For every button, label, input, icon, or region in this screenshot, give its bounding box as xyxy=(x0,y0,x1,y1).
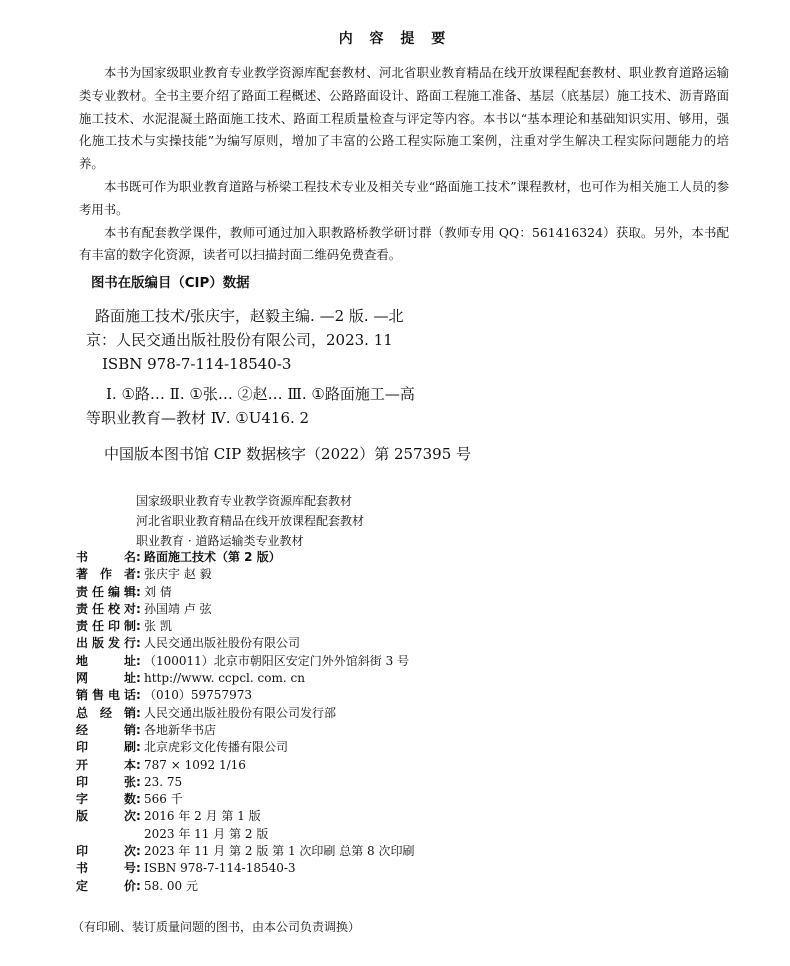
series-item: 国家级职业教育专业教学资源库配套教材 xyxy=(136,494,353,508)
colophon-label: 开 本 xyxy=(76,757,136,772)
abstract-paragraph: 本书既可作为职业教育道路与桥梁工程技术专业及相关专业“路面施工技术”课程教材，也可作为相关施工人员的参考用书。 xyxy=(79,178,729,217)
colophon-label: 版 次 xyxy=(76,809,136,824)
colophon-value: 2023 年 11 月 第 2 版 第 1 次印刷 总第 8 次印刷 xyxy=(144,844,415,859)
colophon-value: 路面施工技术（第 2 版） xyxy=(144,550,281,564)
series-item: 河北省职业教育精品在线开放课程配套教材 xyxy=(136,514,365,528)
cip-line: ISBN 978-7-114-18540-3 xyxy=(102,355,292,373)
colophon-row: 印 次 : 2023 年 11 月 第 2 版 第 1 次印刷 总第 8 次印刷 xyxy=(76,843,716,860)
colophon-row: 总 经 销 : 人民交通出版社股份有限公司发行部 xyxy=(76,705,716,722)
series-item: 职业教育 · 道路运输类专业教材 xyxy=(136,534,304,548)
colophon-value: 北京虎彩文化传播有限公司 xyxy=(144,740,289,755)
colophon-value: 人民交通出版社股份有限公司 xyxy=(144,636,301,651)
colophon-row: 字 数 : 566 千 xyxy=(76,791,716,808)
cip-line: 路面施工技术/张庆宇，赵毅主编. —2 版. —北 xyxy=(95,307,404,325)
page-title: 内 容 提 要 xyxy=(338,31,452,47)
colophon-label: 定 价 xyxy=(76,878,136,893)
colophon-label: 印 张 xyxy=(76,774,136,789)
cip-line: 京：人民交通出版社股份有限公司，2023. 11 xyxy=(86,331,393,349)
colophon-value: （010）59757973 xyxy=(144,688,252,703)
colophon-row: 经 销 : 各地新华书店 xyxy=(76,722,716,739)
colophon-value: ISBN 978-7-114-18540-3 xyxy=(144,861,296,876)
colophon-row: 定 价 : 58. 00 元 xyxy=(76,878,716,895)
abstract-paragraph: 本书为国家级职业教育专业教学资源库配套教材、河北省职业教育精品在线开放课程配套教材、职业教育道路运输类专业教材。全书主要介绍了路面工程概述、公路路面设计、路面工程施工准备、基层（底基层）施工技术、沥青路面施工技术、水泥混凝土路面施工技术、路面工程质量检查与评定等内容。本书以“基本理论和基础知识实用、够用，强化施工技术与实操技能”为编写原则，增加了丰富的公路工程实际施工案例，注重对学生解决工程实际问题能力的培养。 xyxy=(79,65,729,172)
colophon-table xyxy=(76,549,716,895)
cip-record-number: 中国版本图书馆 CIP 数据核字（2022）第 257395 号 xyxy=(104,445,472,463)
colophon-row: 书 号 : ISBN 978-7-114-18540-3 xyxy=(76,860,716,877)
colophon-label: 责任校对 xyxy=(76,601,136,616)
cip-classification xyxy=(86,382,506,430)
colophon-label: 总 经 销 xyxy=(76,705,136,720)
colophon-value: 787 × 1092 1/16 xyxy=(144,757,246,772)
colophon-label: 地 址 xyxy=(76,653,136,668)
colophon-row: 开 本 : 787 × 1092 1/16 xyxy=(76,757,716,774)
colophon-label: 销售电话 xyxy=(76,688,136,703)
colophon-value: 566 千 xyxy=(144,792,183,807)
colophon-label: 字 数 xyxy=(76,792,136,807)
colophon-row: 销售电话 : （010）59757973 xyxy=(76,687,716,704)
colophon-value: 孙国靖 卢 弦 xyxy=(144,601,212,616)
colophon-value: 张庆宇 赵 毅 xyxy=(144,567,212,582)
colophon-value: 各地新华书店 xyxy=(144,722,217,737)
colophon-value: 58. 00 元 xyxy=(144,878,198,893)
colophon-row: 出版发行 : 人民交通出版社股份有限公司 xyxy=(76,635,716,652)
colophon-label: 责任编辑 xyxy=(76,584,136,599)
colophon-row: 网 址 : http://www. ccpcl. com. cn xyxy=(76,670,716,687)
cip-block xyxy=(86,304,506,376)
cip-line: Ⅰ. ①路… Ⅱ. ①张… ②赵… Ⅲ. ①路面施工—高 xyxy=(106,385,415,403)
colophon-row: 责任印制 : 张 凯 xyxy=(76,618,716,635)
colophon-label: 经 销 xyxy=(76,722,136,737)
colophon-row: 著 作 者 : 张庆宇 赵 毅 xyxy=(76,566,716,583)
cip-line: 等职业教育—教材 Ⅳ. ①U416. 2 xyxy=(86,409,310,427)
cip-heading: 图书在版编目（CIP）数据 xyxy=(91,276,250,291)
colophon-row: 责任编辑 : 刘 倩 xyxy=(76,584,716,601)
colophon-label: 印 刷 xyxy=(76,740,136,755)
colophon-label: 书 名 xyxy=(76,550,136,564)
quality-note: （有印刷、装订质量问题的图书，由本公司负责调换） xyxy=(72,920,361,934)
colophon-value: 2016 年 2 月 第 1 版 xyxy=(144,809,261,824)
abstract xyxy=(79,62,729,267)
colophon-label: 出版发行 xyxy=(76,636,136,651)
colophon-label: 责任印制 xyxy=(76,619,136,634)
colophon-row: 版 次 : 2016 年 2 月 第 1 版 xyxy=(76,808,716,825)
colophon-value: 2023 年 11 月 第 2 版 xyxy=(144,826,269,841)
series-list xyxy=(136,491,364,551)
colophon-row: 印 刷 : 北京虎彩文化传播有限公司 xyxy=(76,739,716,756)
colophon-label xyxy=(76,826,136,843)
colophon-value: 23. 75 xyxy=(144,774,183,789)
abstract-paragraph: 本书有配套教学课件，教师可通过加入职教路桥教学研讨群（教师专用 QQ：561416324）获取。另外，本书配有丰富的数字化资源，读者可以扫描封面二维码免费查看。 xyxy=(79,224,729,263)
colophon-row: 书 名 : 路面施工技术（第 2 版） xyxy=(76,549,716,566)
colophon-row: 责任校对 : 孙国靖 卢 弦 xyxy=(76,601,716,618)
colophon-row: 印 张 : 23. 75 xyxy=(76,774,716,791)
colophon-row: 地 址 : （100011）北京市朝阳区安定门外外馆斜街 3 号 xyxy=(76,653,716,670)
colophon-label: 印 次 xyxy=(76,844,136,859)
colophon-label: 书 号 xyxy=(76,861,136,876)
colophon-label: 著 作 者 xyxy=(76,567,136,582)
colophon-value: （100011）北京市朝阳区安定门外外馆斜街 3 号 xyxy=(144,653,410,668)
colophon-value: http://www. ccpcl. com. cn xyxy=(144,671,305,686)
colophon-value: 张 凯 xyxy=(144,619,172,634)
colophon-row xyxy=(76,826,716,843)
colophon-label: 网 址 xyxy=(76,671,136,686)
colophon-value: 刘 倩 xyxy=(144,584,172,599)
colophon-value: 人民交通出版社股份有限公司发行部 xyxy=(144,705,337,720)
